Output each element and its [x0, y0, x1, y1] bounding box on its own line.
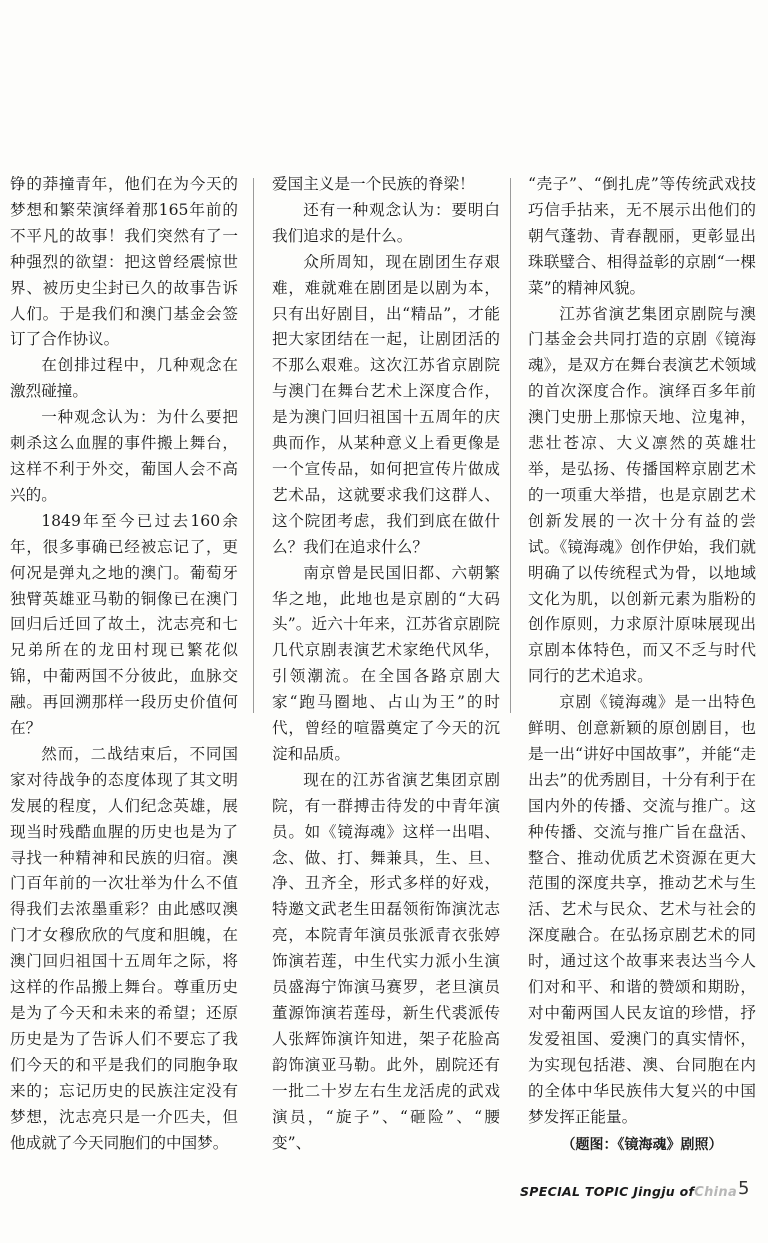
footer-topic: SPECIAL TOPIC: [520, 1184, 629, 1199]
column-divider: [253, 178, 254, 713]
paragraph: 在创排过程中，几种观念在激烈碰撞。: [10, 356, 238, 401]
text-column-2: [272, 172, 500, 1156]
paragraph: 京剧《镜海魂》是一出特色鲜明、创意新颖的原创剧目，也是一出“讲好中国故事”，并能“走出去”的优秀剧目，十分有利于在国内外的传播、交流与推广。这种传播、交流与推广旨在盘活、整合、推动优质艺术资源在更大范围的深度共享，推动艺术与生活、艺术与民众、艺术与社会的深度融合。在弘扬京剧艺术的同时，通过这个故事来表达当今人们对和平、和谐的赞颂和期盼，对中葡两国人民友谊的珍惜，抒发爱祖国、爱澳门的真实情怀，为实现包括港、澳、台同胞在内的全体中华民族伟大复兴的中国梦发挥正能量。: [528, 693, 756, 1126]
paragraph: 然而，二战结束后，不同国家对待战争的态度体现了其文明发展的程度，人们纪念英雄，展现当时残酷血腥的历史也是为了寻找一种精神和民族的归宿。澳门百年前的一次壮举为什么不值得我们去浓墨重彩？由此感叹澳门才女穆欣欣的气度和胆魄，在澳门回归祖国十五周年之际，将这样的作品搬上舞台。尊重历史是为了今天和未来的希望；还原历史是为了告诉人们不要忘了我们今天的和平是我们的同胞争取来的；忘记历史的民族注定没有梦想，沈志亮只是一介匹夫，但他成就了今天同胞们的中国梦。: [10, 744, 238, 1152]
column-divider: [510, 178, 511, 713]
paragraph: 江苏省演艺集团京剧院与澳门基金会共同打造的京剧《镜海魂》，是双方在舞台表演艺术领域的首次深度合作。演绎百多年前澳门史册上那惊天地、泣鬼神，悲壮苍凉、大义凛然的英雄壮举，是弘扬、传播国粹京剧艺术的一项重大举措，也是京剧艺术创新发展的一次十分有益的尝试。《镜海魂》创作伊始，我们就明确了以传统程式为骨，以地域文化为肌，以创新元素为脂粉的创作原则，力求原汁原味展现出京剧本体特色，而又不乏与时代同行的艺术追求。: [528, 304, 756, 686]
text-column-1: [10, 172, 238, 1156]
paragraph: 爱国主义是一个民族的脊梁！: [272, 175, 475, 193]
paragraph: 南京曾是民国旧都、六朝繁华之地，此地也是京剧的“大码头”。近六十年来，江苏省京剧院几代京剧表演艺术家绝代风华，引领潮流。在全国各路京剧大家“跑马圈地、占山为王”的时代，曾经的喧嚣奠定了今天的沉淀和品质。: [272, 563, 500, 763]
paragraph: 众所周知，现在剧团生存艰难，难就难在剧团是以剧为本，只有出好剧目，出“精品”，才能把大家团结在一起，让剧团活的不那么艰难。这次江苏省京剧院与澳门在舞台艺术上深度合作，是为澳门回归祖国十五周年的庆典而作，从某种意义上看更像是一个宣传品，如何把宣传片做成艺术品，这就要求我们这群人、这个院团考虑，我们到底在做什么？我们在追求什么？: [272, 252, 500, 556]
footer-jingju-of: Jingju of: [633, 1184, 695, 1199]
footer-china: China: [694, 1185, 738, 1200]
page-footer: [520, 1178, 760, 1208]
paragraph: “壳子”、“倒扎虎”等传统武戏技巧信手拈来，无不展示出他们的朝气蓬勃、青春靓丽，更彰显出珠联璧合、相得益彰的京剧“一棵菜”的精神风貌。: [528, 175, 756, 297]
image-caption: （题图：《镜海魂》剧照）: [561, 1136, 723, 1153]
page-number: 5: [738, 1178, 750, 1199]
text-column-3: [528, 172, 756, 1158]
paragraph: 还有一种观念认为：要明白我们追求的是什么。: [272, 200, 500, 245]
footer-running-title: [520, 1184, 737, 1200]
paragraph: 1849年至今已过去160余年，很多事确已经被忘记了，更何况是弹丸之地的澳门。葡萄牙独臂英雄亚马勒的铜像已在澳门回归后迁回了故土，沈志亮和七兄弟所在的龙田村现已繁花似锦，中葡两国不分彼此，血脉交融。再回溯那样一段历史价值何在？: [10, 511, 238, 738]
paragraph: 一种观念认为：为什么要把刺杀这么血腥的事件搬上舞台，这样不利于外交，葡国人会不高兴的。: [10, 408, 238, 504]
paragraph: 现在的江苏省演艺集团京剧院，有一群搏击待发的中青年演员。如《镜海魂》这样一出唱、念、做、打、舞兼具，生、旦、净、丑齐全，形式多样的好戏，特邀文武老生田磊领衔饰演沈志亮，本院青年演员张派青衣张婷饰演若莲，中生代实力派小生演员盛海宁饰演马赛罗，老旦演员董源饰演若莲母，新生代裘派传人张辉饰演许知进，架子花脸高韵饰演亚马勒。此外，剧院还有一批二十岁左右生龙活虎的武戏演员，“旋子”、“砸险”、“腰变”、: [272, 770, 500, 1152]
paragraph: 铮的莽撞青年，他们在为今天的梦想和繁荣演绎着那165年前的不平凡的故事！我们突然有了一种强烈的欲望：把这曾经震惊世界、被历史尘封已久的故事告诉人们。于是我们和澳门基金会签订了合作协议。: [10, 175, 238, 349]
